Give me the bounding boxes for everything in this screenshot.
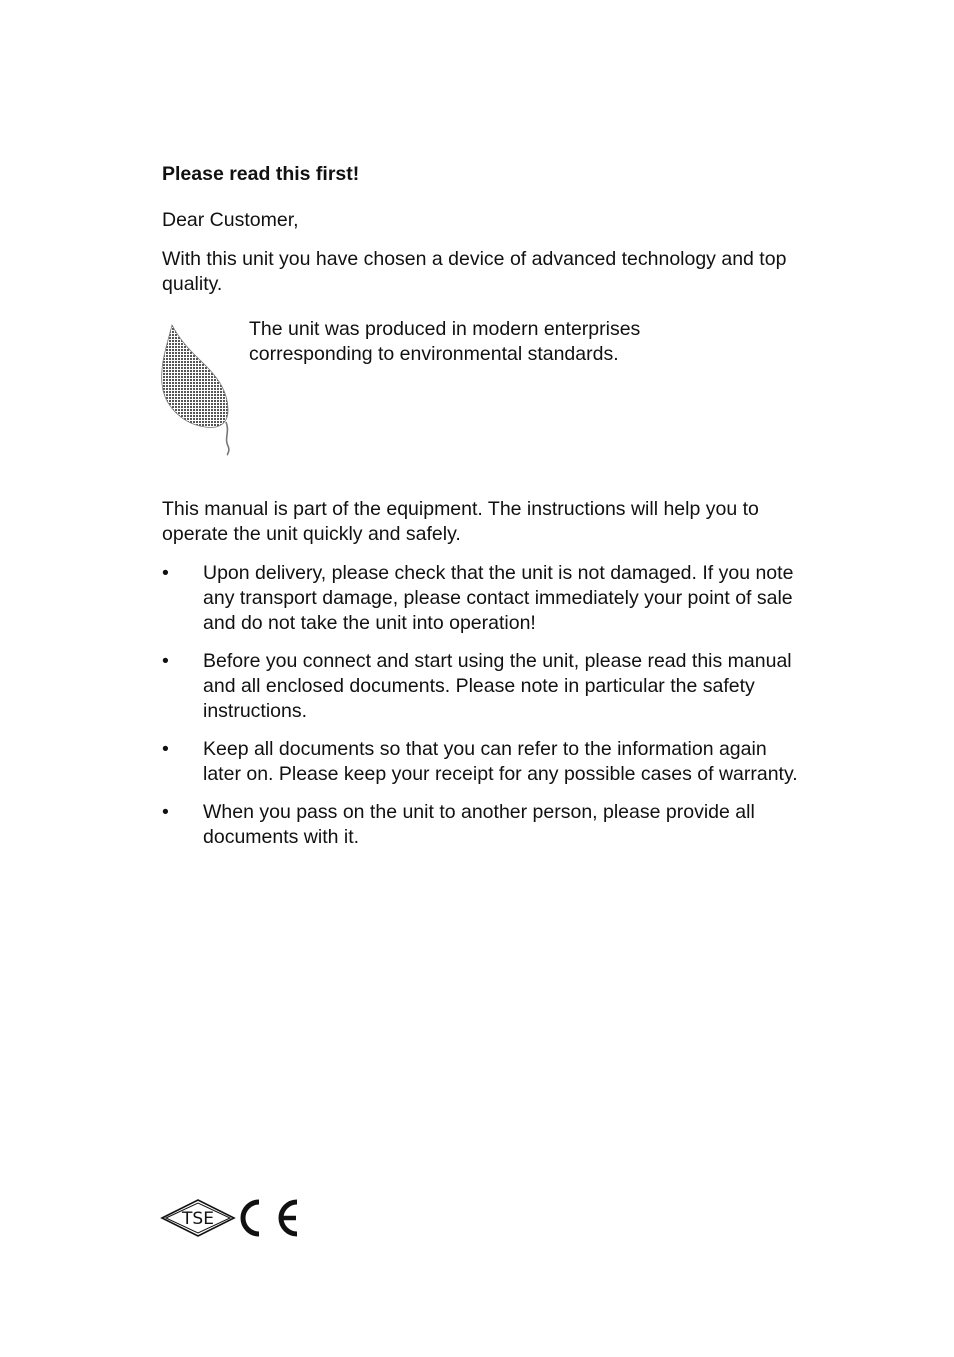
list-item-text: Before you connect and start using the unit, please read this manual and all enclosed documents. Please note in particular the safety instructions. xyxy=(203,650,792,722)
list-item-text: Keep all documents so that you can refer to the information again later on. Please keep your receipt for any possible cases of warranty. xyxy=(203,738,798,785)
list-item xyxy=(162,737,802,787)
list-item xyxy=(162,561,802,636)
bullet-symbol: • xyxy=(162,562,169,584)
greeting-text: Dear Customer, xyxy=(162,209,299,231)
list-item xyxy=(162,649,802,724)
ce-mark-icon xyxy=(243,1202,297,1234)
list-item xyxy=(162,800,802,850)
intro-paragraph: With this unit you have chosen a device of advanced technology and top quality. xyxy=(162,248,787,295)
certification-marks xyxy=(160,1194,305,1242)
list-item-text: Upon delivery, please check that the unit is not damaged. If you note any transport damage, please contact immediately your point of sale and do not take the unit into operation! xyxy=(203,562,794,634)
manual-paragraph: This manual is part of the equipment. The instructions will help you to operate the unit quickly and safely. xyxy=(162,498,759,545)
tse-mark-icon xyxy=(162,1200,234,1236)
bullet-symbol: • xyxy=(162,738,169,760)
eco-note-text: The unit was produced in modern enterprises corresponding to environmental standards. xyxy=(249,318,641,365)
bullet-symbol: • xyxy=(162,801,169,823)
list-item-text: When you pass on the unit to another person, please provide all documents with it. xyxy=(203,801,755,848)
leaf-icon xyxy=(160,322,236,456)
bullet-symbol: • xyxy=(162,650,169,672)
tse-label: TSE xyxy=(182,1209,214,1229)
page-title: Please read this first! xyxy=(162,163,360,185)
instructions-list xyxy=(162,561,802,863)
